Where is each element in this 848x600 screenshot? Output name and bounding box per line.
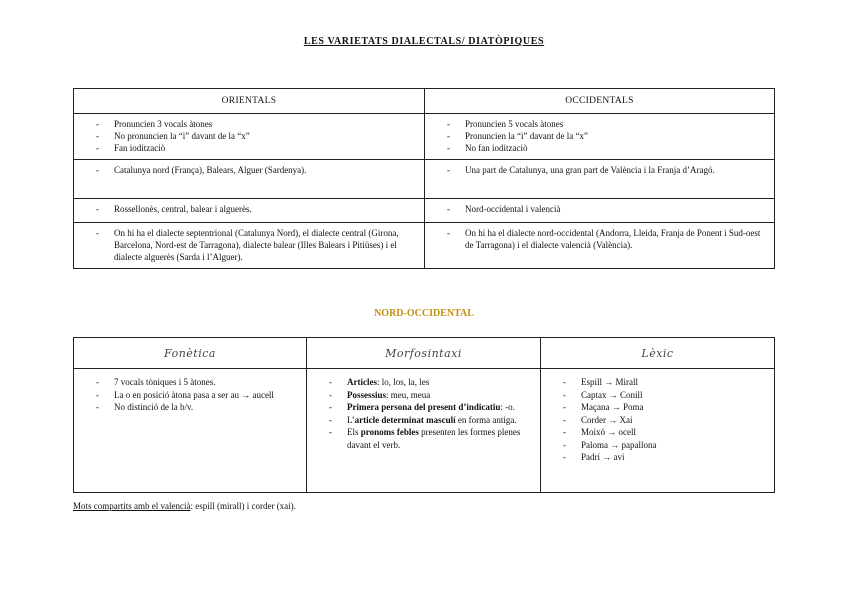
cell-lexic (541, 369, 775, 493)
list-item: - Corder → Xai (547, 414, 768, 427)
term-prefix: L’ (347, 414, 355, 425)
term-text: presenten les formes plenes davant el verb. (347, 427, 521, 450)
list-item: - Padrí → avi (547, 451, 768, 464)
list-item: - No fan ioditzaciò (431, 142, 768, 154)
cell-oriental (74, 114, 425, 160)
list-item (313, 414, 534, 427)
list-item: - Rossellonès, central, balear i alguerès. (80, 203, 418, 215)
table-row (74, 199, 775, 223)
cell-morfosintaxi (307, 369, 541, 493)
table-row (74, 114, 775, 160)
list-item: - Fan ioditzaciò (80, 142, 418, 154)
cell-occidental (425, 199, 775, 223)
header-lexic: Lèxic (541, 338, 775, 369)
table-row (74, 369, 775, 493)
list-item: - 7 vocals tòniques i 5 àtones. (80, 376, 300, 389)
term-text: : -o. (500, 402, 515, 412)
cell-occidental (425, 114, 775, 160)
list-item: - Pronuncien 5 vocals àtones (431, 118, 768, 130)
features-table (73, 337, 775, 493)
term-bold: Possessius (347, 389, 387, 400)
table-header-row (74, 89, 775, 114)
list-item (313, 401, 534, 414)
term-text: en forma antiga. (455, 414, 517, 425)
term-bold: Articles (347, 377, 377, 387)
list-item (313, 389, 534, 402)
list-item (313, 426, 534, 451)
header-fonetica: Fonètica (74, 338, 307, 369)
table-row (74, 223, 775, 269)
section-title: NORD-OCCIDENTAL (374, 308, 474, 319)
list-item: - Pronuncien 3 vocals àtones (80, 118, 418, 130)
footer-label: Mots compartits amb el valencià (73, 501, 191, 511)
list-item: - La o en posició àtona pasa a ser au → aucell (80, 389, 300, 402)
list-item: - Una part de Catalunya, una gran part de València i la Franja d’Aragó. (431, 164, 768, 176)
header-morfosintaxi: Morfosintaxi (307, 338, 541, 369)
term-bold: Primera persona del present d’indicatiu (347, 402, 501, 412)
header-occidentals: OCCIDENTALS (425, 89, 775, 114)
cell-oriental (74, 223, 425, 269)
list-item: - Espill → Mirall (547, 376, 768, 389)
footer-text: : espill (mirall) i corder (xai). (190, 501, 296, 511)
term-text: : meu, meua (386, 389, 431, 400)
list-item: - No pronuncien la “i” davant de la “x” (80, 130, 418, 142)
list-item: - On hi ha el dialecte septentrional (Catalunya Nord), el dialecte central (Girona, Barcelona, Nord-est de Tarragona), dialecte balear (Illes Balears i Pitiüses) i el dialecte alguerès (Sarda i l’Alguer). (80, 227, 418, 263)
list-item: - No distinció de la b/v. (80, 401, 300, 414)
cell-occidental (425, 223, 775, 269)
list-item: - Captax → Conill (547, 389, 768, 402)
list-item: - Paloma → papallona (547, 439, 768, 452)
list-item: - Moixó → ocell (547, 426, 768, 439)
cell-fonetica (74, 369, 307, 493)
term-prefix: Els (347, 427, 361, 437)
table-row (74, 160, 775, 199)
header-orientals: ORIENTALS (74, 89, 425, 114)
list-item: - Nord-occidental i valencià (431, 203, 768, 215)
page-title: LES VARIETATS DIALECTALS/ DIATÒPIQUES (303, 36, 545, 47)
list-item: - Pronuncien la “i” davant de la “x” (431, 130, 768, 142)
table-header-row (74, 338, 775, 369)
comparison-table (73, 88, 775, 269)
term-bold: pronoms febles (360, 427, 419, 437)
cell-oriental (74, 199, 425, 223)
list-item: - Maçana → Poma (547, 401, 768, 414)
list-item: - On hi ha el dialecte nord-occidental (Andorra, Lleida, Franja de Ponent i Sud-oest de Tarragona) i el dialecte valencià (València). (431, 227, 768, 251)
footer-note (73, 501, 296, 511)
cell-occidental (425, 160, 775, 199)
term-text: : lo, los, la, les (376, 377, 430, 387)
cell-oriental (74, 160, 425, 199)
list-item: - Catalunya nord (França), Balears, Alguer (Sardenya). (80, 164, 418, 176)
list-item (313, 376, 534, 389)
term-bold: article determinat masculí (354, 414, 456, 425)
